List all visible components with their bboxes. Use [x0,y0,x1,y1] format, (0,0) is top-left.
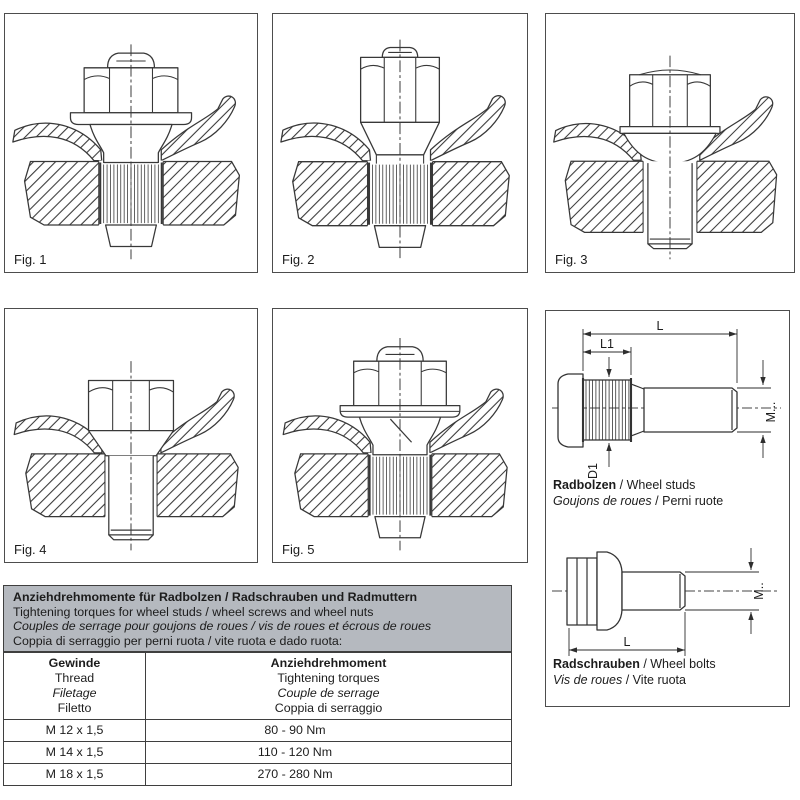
figure-5-panel [272,308,528,563]
torque-column-header: Anziehdrehmoment Tightening torques Couple de serrage Coppia di serraggio [146,653,512,719]
figure-5-label: Fig. 5 [282,542,315,557]
title-fr: Couples de serrage pour goujons de roues / vis de roues et écrous de roues [13,619,432,634]
cross-section-f3 [548,16,792,270]
table-row [4,763,512,785]
figure-2-label: Fig. 2 [282,252,315,267]
figure-3-drawing [548,16,792,270]
figure-1-panel [4,13,258,273]
table-row [4,719,512,741]
wheel-stud-caption: Radbolzen / Wheel studs Goujons de roues / Perni ruote [553,478,724,508]
thread-size: M 12 x 1,5 [4,719,146,741]
figure-2-drawing [275,16,525,270]
figure-3-panel [545,13,795,273]
torque-value: 80 - 90 Nm [146,719,512,741]
cross-section-f5 [275,311,525,560]
torque-table-title [3,585,512,652]
column-header-row [4,653,512,719]
figure-4-drawing [7,311,255,560]
title-it: Coppia di serraggio per perni ruota / vite ruota e dado ruota: [13,633,343,648]
title-en: Tightening torques for wheel studs / wheel screws and wheel nuts [13,604,374,619]
figure-1-label: Fig. 1 [14,252,47,267]
wheel-bolt-caption: Radschrauben / Wheel bolts Vis de roues / Vite ruota [553,657,716,687]
figure-1-drawing [7,16,255,270]
dimension-panel [545,310,790,707]
figure-5-drawing [275,311,525,560]
wheel-stud-dimension-drawing [549,318,785,492]
knurl-hatching [586,380,629,440]
dim-label-L1: L1 [600,337,614,351]
torque-table [3,585,512,786]
thread-size: M 18 x 1,5 [4,763,146,785]
cross-section-f4 [7,311,255,560]
dim-label-M-bolt: M.. [752,582,766,600]
cross-section-f1 [7,16,255,270]
figure-2-panel [272,13,528,273]
figure-4-panel [4,308,258,563]
figure-4-label: Fig. 4 [14,542,47,557]
dim-label-L: L [656,319,664,333]
cross-section-f2 [275,16,525,270]
dim-label-D1: D1 [586,463,600,479]
figure-3-label: Fig. 3 [555,252,588,267]
thread-size: M 14 x 1,5 [4,741,146,763]
table-row [4,741,512,763]
torque-value: 110 - 120 Nm [146,741,512,763]
thread-column-header: Gewinde Thread Filetage Filetto [4,653,146,719]
dim-label-M: M... [764,401,778,423]
torque-value: 270 - 280 Nm [146,763,512,785]
title-de: Anziehdrehmomente für Radbolzen / Radschrauben und Radmuttern [13,590,418,604]
dim-label-L-bolt: L [623,635,631,649]
